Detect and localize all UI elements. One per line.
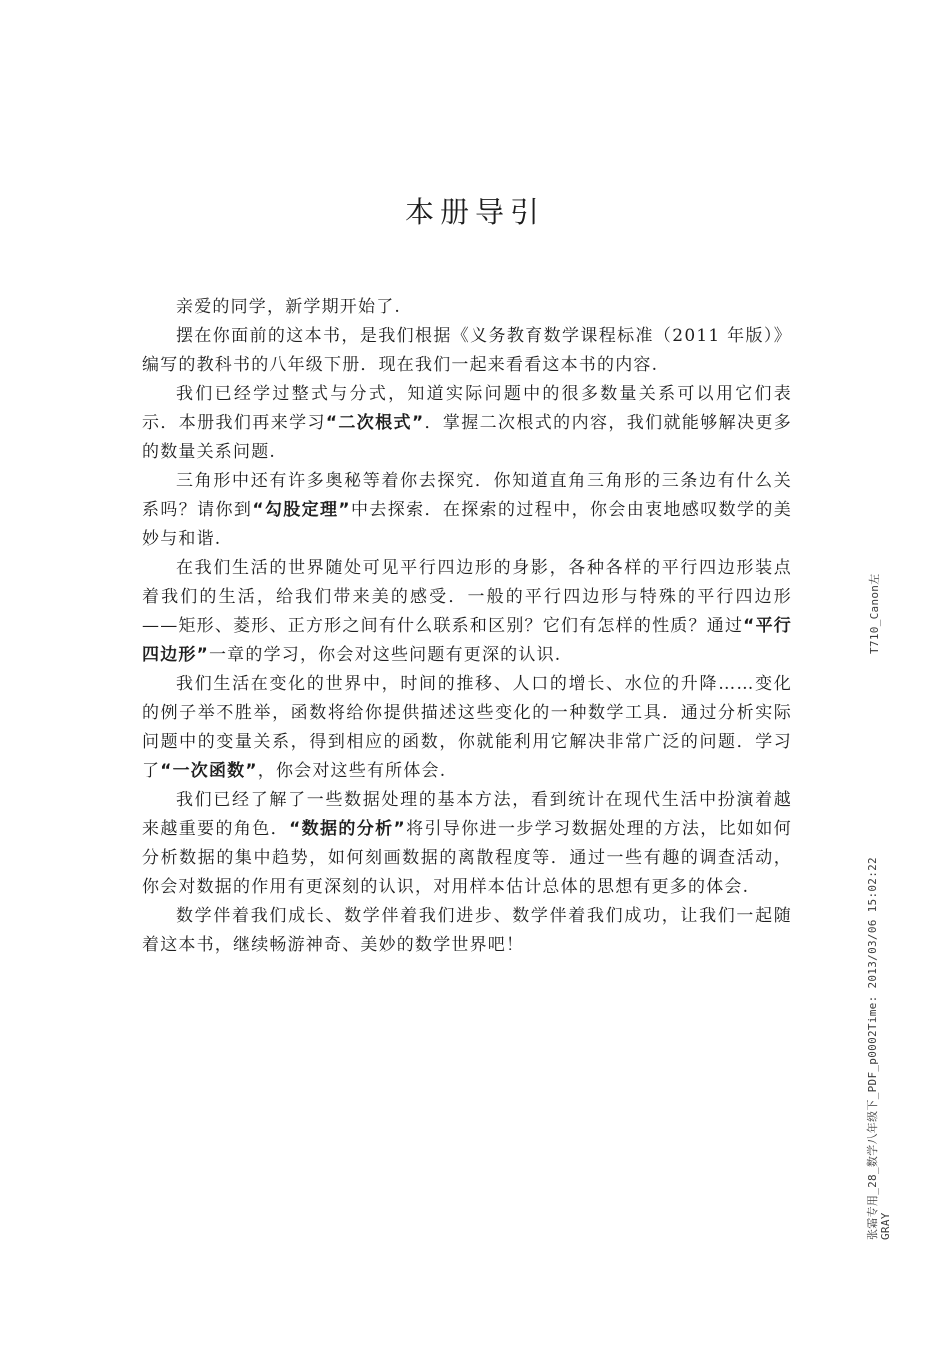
key-term: “数据的分析” <box>289 819 406 839</box>
print-job-info <box>866 857 892 1240</box>
paragraph-text: 一章的学习，你会对这些问题有更深的认识. <box>208 645 562 665</box>
paragraph-text: 亲爱的同学，新学期开始了. <box>176 297 402 317</box>
paragraph-p6 <box>142 670 792 786</box>
paragraph-text: 摆在你面前的这本书，是我们根据《义务教育数学课程标准（2011 年版）》编写的教科书的八年级下册．现在我们一起来看看这本书的内容. <box>142 326 792 375</box>
paragraph-text: 中去探索．在探索的过程中，你会由衷地感叹数学的美妙与和谐. <box>142 500 792 549</box>
paragraph-text: ，你会对这些有所体会. <box>257 761 447 781</box>
key-term: “平行四边形” <box>142 616 792 665</box>
paragraph-p1 <box>142 293 792 322</box>
body-text <box>142 293 792 960</box>
paragraph-text: 我们生活在变化的世界中，时间的推移、人口的增长、水位的升降……变化的例子举不胜举，函数将给你提供描述这些变化的一种数学工具．通过分析实际问题中的变量关系，得到相应的函数，你就能利用它解决非常广泛的问题．学习了 <box>142 674 792 781</box>
paragraph-text: 数学伴着我们成长、数学伴着我们进步、数学伴着我们成功，让我们一起随着这本书，继续畅游神奇、美妙的数学世界吧！ <box>142 906 792 955</box>
page-title: 本册导引 <box>404 195 545 229</box>
paragraph-text: 在我们生活的世界随处可见平行四边形的身影，各种各样的平行四边形装点着我们的生活，给我们带来美的感受．一般的平行四边形与特殊的平行四边形——矩形、菱形、正方形之间有什么联系和区别？它们有怎样的性质？通过 <box>142 558 792 636</box>
printer-mark: T710_Canon左 <box>868 573 881 654</box>
paragraph-p3 <box>142 380 792 467</box>
paragraph-p2 <box>142 322 792 380</box>
paragraph-p7 <box>142 786 792 902</box>
paragraph-text: 我们已经了解了一些数据处理的基本方法，看到统计在现代生活中扮演着越来越重要的角色． <box>142 790 792 839</box>
paragraph-text: 我们已经学过整式与分式，知道实际问题中的很多数量关系可以用它们表示．本册我们再来学习 <box>142 384 792 433</box>
paragraph-text: ．掌握二次根式的内容，我们就能够解决更多的数量关系问题. <box>142 413 792 462</box>
print-job-line: 张霜专用_28_数学八年级下_PDF_p0002Time: 2013/03/06 15:02:22 <box>866 857 879 1240</box>
paragraph-p4 <box>142 467 792 554</box>
key-term: “勾股定理” <box>252 500 351 520</box>
paragraph-p5 <box>142 554 792 670</box>
print-job-mode: GRAY <box>879 1212 892 1240</box>
key-term: “二次根式” <box>325 413 425 433</box>
key-term: “一次函数” <box>160 761 258 781</box>
paragraph-p8 <box>142 902 792 960</box>
paragraph-text: 三角形中还有许多奥秘等着你去探究．你知道直角三角形的三条边有什么关系吗？请你到 <box>142 471 792 520</box>
paragraph-text: 将引导你进一步学习数据处理的方法，比如如何分析数据的集中趋势，如何刻画数据的离散程度等．通过一些有趣的调查活动，你会对数据的作用有更深刻的认识，对用样本估计总体的思想有更多的体会. <box>142 819 792 897</box>
